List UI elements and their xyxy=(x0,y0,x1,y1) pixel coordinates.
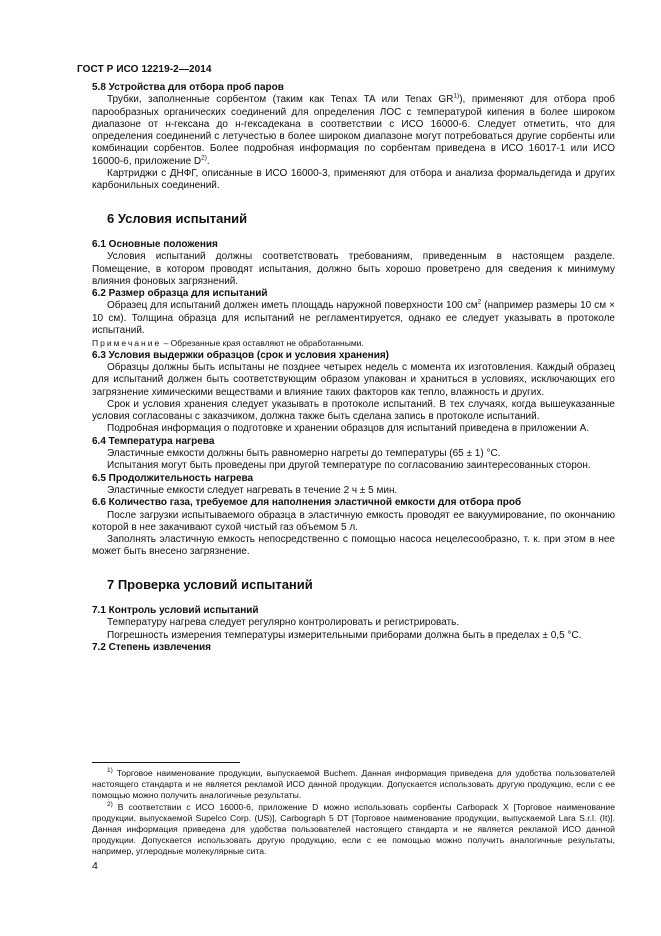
note-label: Примечание xyxy=(92,338,162,349)
footnote-2-text: В соответствии с ИСО 16000-6, приложение D можно использовать сорбенты Carbopack X [Торговое наименование продукции, выпускаемой Supelco Corp. (US)], Carbograph 5 DT [Торговое наименование продукции, выпускаемой Lara S.r.l. (It)]. Данная информация приведена для удобства пользователей настоящего стандарта и не является рекламой ИСО данной продукции. Допускается использовать другую продукцию, если с ее помощью можно получить аналогичные результаты, например, углеродные молекулярные сита. xyxy=(92,802,615,856)
text-run: Трубки, заполненные сорбентом (таким как Tenax TA или Tenax GR xyxy=(107,94,454,106)
section-6-3-paragraph-3: Подробная информация о подготовке и хранении образцов для испытаний приведена в приложении А. xyxy=(107,423,590,435)
page-number: 4 xyxy=(92,860,98,872)
note-text: – Обрезанные края оставляют не обработанными. xyxy=(161,338,364,349)
section-6-heading: 6 Условия испытаний xyxy=(107,210,248,226)
section-6-1-paragraph: Условия испытаний должны соответствовать требованиям, приведенным в настоящем разделе. Помещение, в котором проводят испытания, должно быть хорошо проветрено для сведения к минимуму влияния фоновых загрязнений. xyxy=(92,251,615,287)
footnote-divider xyxy=(92,762,240,763)
section-6-4-title: 6.4 Температура нагрева xyxy=(92,435,215,447)
footnote-1-mark: 1) xyxy=(107,767,113,775)
section-6-3-paragraph-2: Срок и условия хранения следует указывать в протоколе испытаний. В тех случаях, когда вышеуказанные условия согласованы с заказчиком, должна также быть сделана запись в протоколе испытаний. xyxy=(92,398,615,423)
section-6-2-title: 6.2 Размер образца для испытаний xyxy=(92,288,268,300)
document-header: ГОСТ Р ИСО 12219-2—2014 xyxy=(77,64,212,75)
footnote-2 xyxy=(92,802,615,857)
section-6-4-paragraph-2: Испытания могут быть проведены при другой температуре по согласованию заинтересованных сторон. xyxy=(107,460,591,472)
section-6-4-paragraph-1: Эластичные емкости должны быть равномерно нагреты до температуры (65 ± 1) °С. xyxy=(107,448,501,460)
section-7-2-title: 7.2 Степень извлечения xyxy=(92,641,211,653)
footnote-ref-2: 2) xyxy=(201,154,207,162)
note xyxy=(92,337,615,349)
section-6-6-title: 6.6 Количество газа, требуемое для наполнения эластичной емкости для отбора проб xyxy=(92,497,522,509)
section-6-5-paragraph: Эластичные емкости следует нагревать в течение 2 ч ± 5 мин. xyxy=(107,484,398,496)
section-6-5-title: 6.5 Продолжительность нагрева xyxy=(92,472,254,484)
text-run: . xyxy=(206,155,210,167)
section-6-2-paragraph xyxy=(92,300,615,337)
section-6-6-paragraph-2: Заполнять эластичную емкость непосредственно с помощью насоса нецелесообразно, т. к. при этом в нее может быть внесено загрязнение. xyxy=(92,534,615,558)
section-6-3-title: 6.3 Условия выдержки образцов (срок и условия хранения) xyxy=(92,349,390,361)
section-6-6-paragraph-1: После загрузки испытываемого образца в эластичную емкость проводят ее вакуумирование, по окончанию которой в нее закачивают сухой чистый газ объемом 5 л. xyxy=(92,509,615,533)
text-run: Образец для испытаний должен иметь площадь наружной поверхности 100 см xyxy=(107,300,478,312)
text-run: ), применяют для отбора проб парообразных органических соединений для определения ЛОС с температурой кипения в более широком диапазоне от н-гексана до н-гексадекана в соответствии с ИСО 16000-6. Следует отметить, что для определения соединений с летучестью в более широком диапазоне могут потребоваться другие сорбенты или комбинации сорбентов. Более подробная информация по сорбентам приведена в ИСО 16017-1 или ИСО 16000-6, приложение D xyxy=(92,94,616,167)
section-6-1-title: 6.1 Основные положения xyxy=(92,238,218,250)
section-5-8-paragraph-1 xyxy=(92,94,615,168)
footnotes xyxy=(92,768,615,858)
footnote-1-text: Торговое наименование продукции, выпускаемой Buchem. Данная информация приведена для удобства пользователей настоящего стандарта и не является рекламой ИСО данной продукции. Допускается использовать другую продукцию, если с ее помощью можно получить аналогичные результаты. xyxy=(92,768,615,800)
section-7-1-paragraph-2: Погрешность измерения температуры измерительными приборами должна быть в пределах ± 0,5 °С. xyxy=(107,629,582,641)
text-run: (например размеры 10 см × 10 см). Толщина образца для испытаний не регламентируется, однако ее следует указывать в протоколе испытаний. xyxy=(92,300,615,337)
superscript: 2 xyxy=(477,299,482,307)
section-7-1-title: 7.1 Контроль условий испытаний xyxy=(92,604,259,616)
main-content xyxy=(92,82,615,654)
section-5-8-title: 5.8 Устройства для отбора проб паров xyxy=(92,82,284,93)
footnote-2-mark: 2) xyxy=(107,801,113,809)
section-7-heading: 7 Проверка условий испытаний xyxy=(107,576,313,592)
section-7-1-paragraph-1: Температуру нагрева следует регулярно контролировать и регистрировать. xyxy=(107,617,460,629)
section-5-8-paragraph-2: Картриджи с ДНФГ, описанные в ИСО 16000-3, применяют для отбора и анализа формальдегида и других карбонильных соединений. xyxy=(92,168,615,192)
section-6-3-paragraph-1: Образцы должны быть испытаны не позднее четырех недель с момента их изготовления. Каждый образец для испытаний должен быть соответствующим образом упакован и храниться в условиях, исключающих его загрязнение химическими веществами и влияние таких факторов как тепло, влажность и других. xyxy=(92,361,615,398)
footnote-ref-1: 1) xyxy=(453,92,460,100)
footnote-1 xyxy=(92,768,615,801)
